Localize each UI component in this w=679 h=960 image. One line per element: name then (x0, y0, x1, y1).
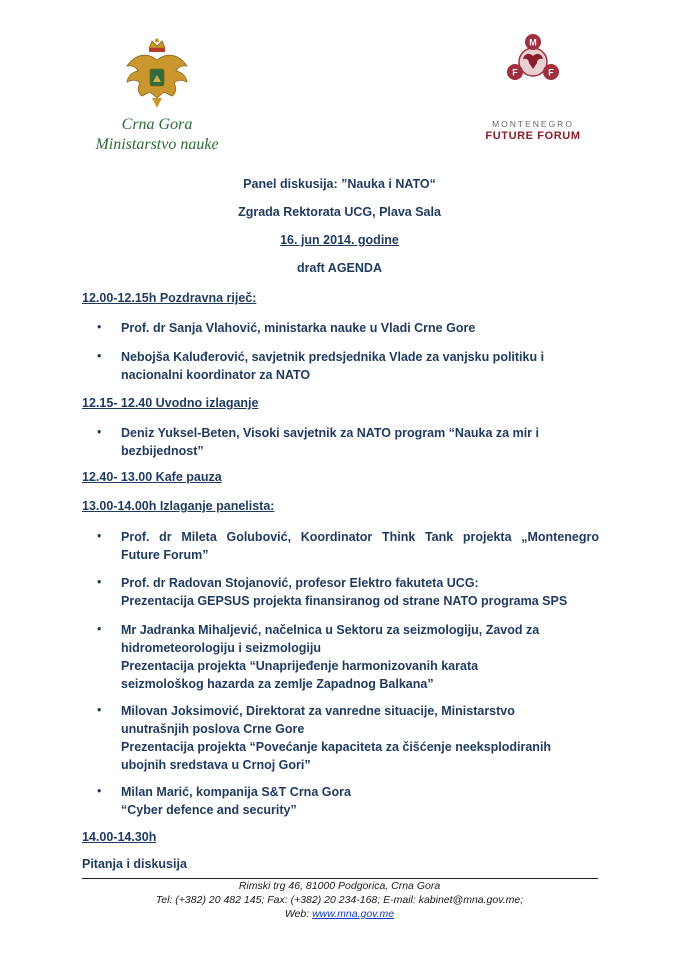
list-item: Prof. dr Mileta Golubović, Koordinator Think Tank projekta „Montenegro Future Forum” (121, 530, 599, 562)
svg-text:M: M (529, 37, 537, 48)
coat-of-arms-icon (122, 38, 192, 110)
footer-contacts: Tel: (+382) 20 482 145; Fax: (+382) 20 234-168; E-mail: kabinet@mna.gov.me; (155, 894, 524, 906)
section-heading: 12.40- 13.00 Kafe pauza (82, 470, 222, 484)
bullet-icon: • (97, 320, 102, 334)
event-date: 16. jun 2014. godine (280, 233, 399, 247)
ministry-name: Ministarstvo nauke (95, 136, 219, 153)
closing-item: Pitanja i diskusija (82, 857, 187, 871)
svg-text:F: F (548, 67, 554, 78)
future-forum-emblem-icon (503, 32, 563, 92)
bullet-icon: • (97, 703, 102, 717)
list-item: Prof. dr Sanja Vlahović, ministarka nauke u Vladi Crne Gore (121, 321, 476, 335)
svg-text:F: F (512, 67, 518, 78)
bullet-icon: • (97, 575, 102, 589)
bullet-icon: • (97, 425, 102, 439)
venue: Zgrada Rektorata UCG, Plava Sala (238, 205, 441, 219)
future-forum-logo (478, 32, 588, 142)
bullet-icon: • (97, 529, 102, 543)
forum-name-bottom: FUTURE FORUM (485, 130, 581, 142)
list-item: Nebojša Kaluđerović, savjetnik predsjednika Vlade za vanjsku politiku i nacionalni koordinator za NATO (121, 350, 545, 382)
bullet-icon: • (97, 784, 102, 798)
footer-web: Web: www.mna.gov.me (284, 908, 395, 920)
panel-title: Panel diskusija: ”Nauka i NATO“ (243, 177, 436, 191)
footer-address: Rimski trg 46, 81000 Podgorica, Crna Gora (238, 880, 441, 892)
ministry-logo (82, 38, 232, 155)
list-item: Prof. dr Radovan Stojanović, profesor Elektro fakuteta UCG: Prezentacija GEPSUS projekta finansiranog od strane NATO programa SPS (121, 576, 568, 608)
website-link[interactable]: www.mna.gov.me (312, 908, 395, 920)
section-heading: 12.15- 12.40 Uvodno izlaganje (82, 396, 259, 410)
list-item: Milovan Joksimović, Direktorat za vanredne situacije, Ministarstvo unutrašnjih poslova Crne Gore Prezentacija projekta “Povećanje kapaciteta za čišćenje neeksplodiranih ubojnih sredstava u Crnoj Gori” (121, 704, 552, 772)
list-item: Mr Jadranka Mihaljević, načelnica u Sektoru za seizmologiju, Zavod za hidrometeorologiju i seizmologiju Prezentacija projekta “Unaprijeđenje harmonizovanih karata seizmološkog hazarda za zemlje Zapadnog Balkana” (121, 623, 540, 691)
list-item: Deniz Yuksel-Beten, Visoki savjetnik za NATO program “Nauka za mir i bezbijednost” (121, 426, 539, 458)
section-heading: 13.00-14.00h Izlaganje panelista: (82, 499, 275, 513)
bullet-icon: • (97, 349, 102, 363)
country-name: Crna Gora (121, 116, 193, 133)
forum-name-top: MONTENEGRO (492, 119, 574, 129)
section-heading: 12.00-12.15h Pozdravna riječ: (82, 291, 257, 305)
bullet-icon: • (97, 622, 102, 636)
agenda-label: draft AGENDA (297, 261, 382, 275)
section-heading: 14.00-14.30h (82, 830, 157, 844)
list-item: Milan Marić, kompanija S&T Crna Gora “Cyber defence and security” (121, 785, 351, 817)
